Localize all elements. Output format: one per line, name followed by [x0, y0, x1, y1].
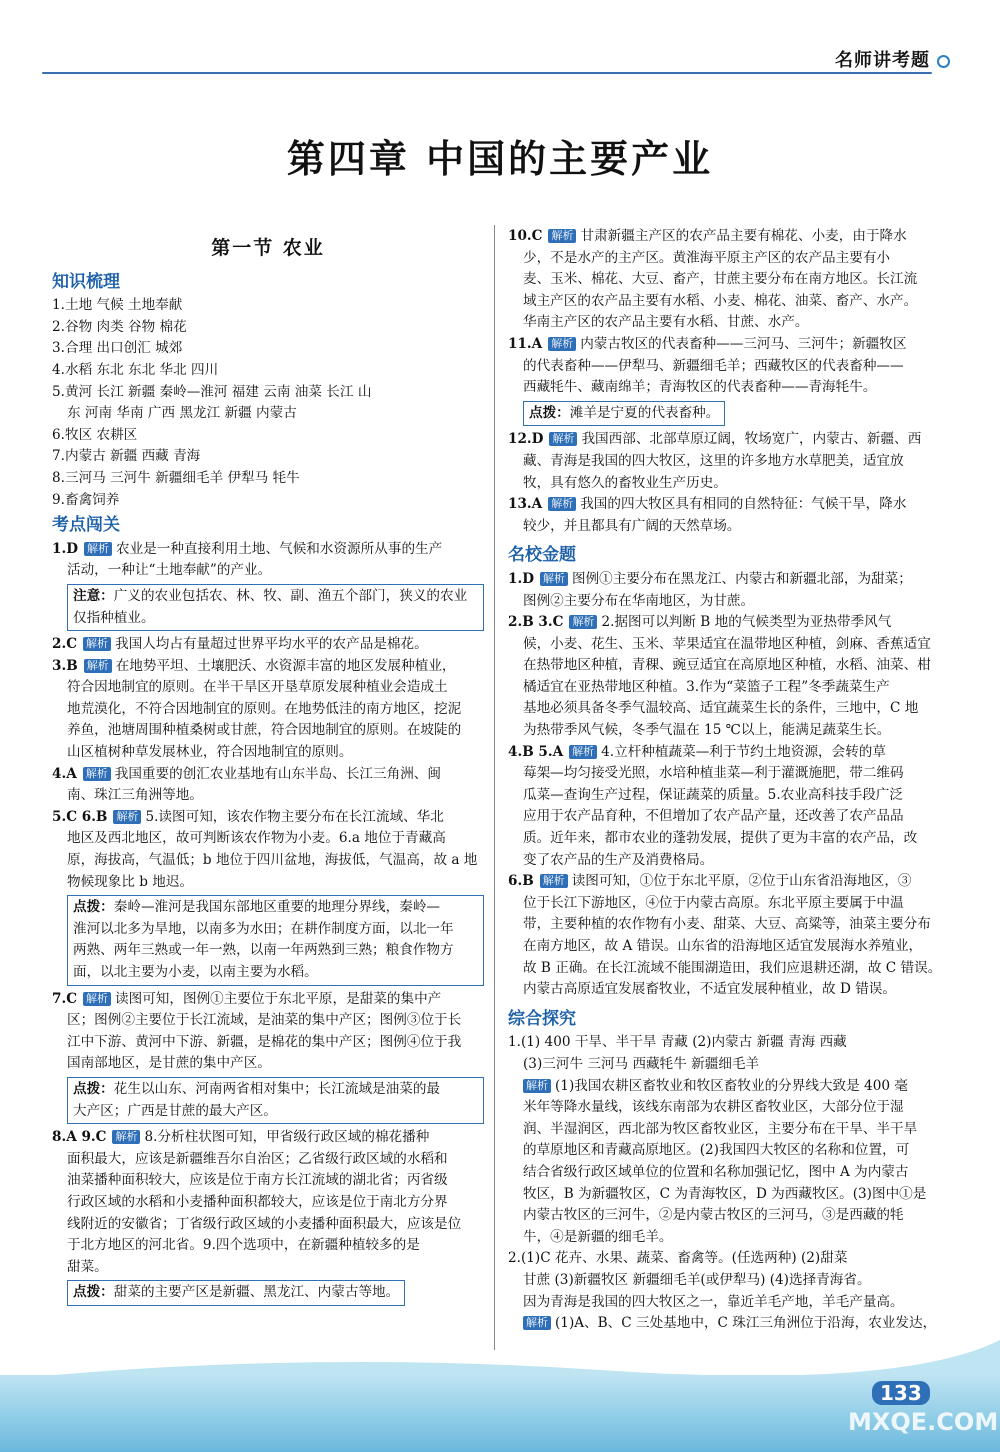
- list-item: 2.谷物 肉类 谷物 棉花: [52, 318, 187, 335]
- note-text: 广义的农业包括农、林、牧、副、渔五个部门，狭义的农业: [113, 587, 468, 604]
- analysis-tag: 解析: [523, 1316, 551, 1330]
- answer-item: [508, 494, 940, 537]
- tip-box: [67, 1280, 405, 1306]
- tip-text: 大产区；广西是甘蔗的最大产区。: [73, 1102, 277, 1119]
- analysis-tag: 解析: [83, 992, 111, 1006]
- answer-item: [508, 334, 940, 399]
- answer-text: 于北方地区的河北省。9.四个选项中，在新疆种植较多的是: [67, 1237, 420, 1254]
- answer-text: 4.立杆种植蔬菜—利于节约土地资源，会转的草: [601, 743, 886, 760]
- analysis-tag: 解析: [84, 542, 112, 556]
- answer-text: 内蒙古高原适宜发展畜牧业，不适宜发展种植业，故 D 错误。: [523, 981, 896, 998]
- answer-text: 位于长江下游地区，④位于内蒙古高原。东北平原主要属于中温: [523, 894, 904, 911]
- answer-item: [52, 656, 484, 764]
- answer-text: 在地势平坦、土壤肥沃、水资源丰富的地区发展种植业，: [115, 657, 456, 674]
- heading-knowledge: 知识梳理: [52, 271, 120, 292]
- tip-label: 点拨：: [73, 899, 114, 916]
- answer-text: 内蒙古牧区的代表畜种——三河马、三河牛；新疆牧区: [580, 335, 907, 352]
- list-item: 8.三河马 三河牛 新疆细毛羊 伊犁马 牦牛: [52, 469, 300, 486]
- right-column: [508, 226, 940, 1335]
- answer-text: 地荒漠化，不符合因地制宜的原则。在地势低洼的南方地区，挖泥: [67, 700, 462, 717]
- answer-text: 符合因地制宜的原则。在半干旱区开垦草原发展种植业会造成土: [67, 679, 448, 696]
- answer-text: 的草原地区和青藏高原地区。(2)我国四大牧区的名称和位置，可: [523, 1142, 910, 1159]
- page-number: 133: [872, 1381, 930, 1405]
- tip-label: 点拨：: [73, 1284, 114, 1301]
- answer-text: 为热带季风气候，冬季气温在 15 ℃以上，能满足蔬菜生长。: [523, 722, 891, 739]
- answer-text: (3)三河牛 三河马 西藏牦牛 新疆细毛羊: [523, 1055, 760, 1072]
- list-item: 4.水稻 东北 东北 华北 四川: [52, 361, 219, 378]
- answer-text: 质。近年来，都市农业的蓬勃发展，提供了更为丰富的农产品，改: [523, 830, 918, 847]
- left-column: [52, 232, 484, 1309]
- watermark: MXQE.COM: [848, 1408, 999, 1436]
- answer-number: 6.B: [508, 873, 534, 890]
- tip-box: [523, 401, 725, 427]
- answer-number: 2.C: [52, 636, 78, 653]
- analysis-tag: 解析: [549, 432, 577, 446]
- tip-text: 甜菜的主要产区是新疆、黑龙江、内蒙古等地。: [113, 1284, 400, 1301]
- answer-text: 华南主产区的农产品主要有水稻、甘蔗、水产。: [523, 314, 809, 331]
- answer-item: [508, 429, 940, 494]
- tip-text: 花生以山东、河南两省相对集中；长江流域是油菜的最: [113, 1080, 441, 1097]
- answer-text: 在南方地区，故 A 错误。山东省的沿海地区适宜发展海水养殖业，: [523, 938, 923, 954]
- answer-number: 12.D: [508, 431, 544, 448]
- list-item: 9.畜禽饲养: [52, 491, 120, 508]
- answer-number: 4.A: [52, 765, 77, 782]
- tip-box: [67, 1077, 484, 1124]
- header-circle-icon: [937, 55, 950, 68]
- answer-item: [508, 1248, 940, 1334]
- analysis-tag: 解析: [540, 874, 568, 888]
- answer-text: 结合省级行政区域单位的位置和名称加强记忆，图中 A 为内蒙古: [523, 1163, 909, 1180]
- heading-checkpoints: 考点闯关: [52, 515, 120, 536]
- answer-text: 藏、青海是我国的四大牧区，这里的许多地方水草肥美，适宜放: [523, 452, 904, 469]
- analysis-tag: 解析: [113, 810, 141, 824]
- answer-item: [508, 226, 940, 334]
- tip-label: 点拨：: [73, 1080, 114, 1097]
- answer-text: 我国人均占有量超过世界平均水平的农产品是棉花。: [115, 636, 428, 653]
- answer-item: [52, 807, 484, 893]
- answer-number: 7.C: [52, 990, 78, 1007]
- answer-text: 我国重要的创汇农业基地有山东半岛、长江三角洲、闽: [114, 765, 441, 782]
- answer-text: 基地必须具备冬季气温较高、适宜蔬菜生长的条件，三地中，C 地: [523, 700, 919, 717]
- answer-text: 2.(1)C 花卉、水果、蔬菜、畜禽等。(任选两种) (2)甜菜: [508, 1250, 848, 1267]
- answer-text: 线附近的安徽省；丁省级行政区域的小麦播种面积最大，应该是位: [67, 1215, 462, 1232]
- answer-text: 候，小麦、花生、玉米、苹果适宜在温带地区种植，剑麻、香蕉适宜: [523, 635, 931, 652]
- tip-text: 两熟、两年三熟或一年一熟，以南一年两熟到三熟；粮食作物方: [73, 942, 454, 959]
- answer-text: 润、半湿润区，西北部为牧区畜牧业区，主要分布在干旱、半干旱: [523, 1120, 918, 1137]
- header-rule: [42, 72, 932, 74]
- answer-text: 牧区，B 为新疆牧区，C 为青海牧区，D 为西藏牧区。(3)图中①是: [523, 1185, 927, 1202]
- answer-text: 行政区域的水稻和小麦播种面积都较大，应该是位于南北方分界: [67, 1193, 448, 1210]
- answer-text: 较少，并且都具有广阔的天然草场。: [523, 517, 741, 534]
- chapter-title: 第四章 中国的主要产业: [286, 136, 714, 181]
- answer-text: 1.(1) 400 干旱、半干旱 青藏 (2)内蒙古 新疆 青海 西藏: [508, 1034, 847, 1051]
- list-item: 7.内蒙古 新疆 西藏 青海: [52, 448, 201, 465]
- answer-text: (1)A、B、C 三处基地中，C 珠江三角洲位于沿海，农业发达，: [555, 1315, 937, 1332]
- answer-text: 农业是一种直接利用土地、气候和水资源所从事的生产: [115, 540, 443, 557]
- answer-text: 国南部地区，是甘蔗的集中产区。: [67, 1055, 271, 1072]
- answer-item: [508, 1032, 940, 1248]
- answer-item: [52, 1127, 484, 1278]
- answer-text: 米年等降水量线，该线东南部为农耕区畜牧业区，大部分位于湿: [523, 1099, 904, 1116]
- tip-text: 面，以北主要为小麦，以南主要为水稻。: [73, 964, 318, 980]
- answer-number: 5.C 6.B: [52, 808, 108, 825]
- answer-item: [508, 569, 940, 612]
- tip-text: 淮河以北多为旱地，以南多为水田；在耕作制度方面，以北一年: [73, 920, 454, 937]
- analysis-tag: 解析: [569, 745, 597, 759]
- note-box: [67, 584, 484, 631]
- answer-text: 面积最大，应该是新疆维吾尔自治区；乙省级行政区域的水稻和: [67, 1150, 448, 1167]
- analysis-tag: 解析: [569, 615, 597, 629]
- answer-text: 应用于农产品育种，不但增加了农产品产量，还改善了农产品品: [523, 808, 904, 825]
- note-text: 仅指种植业。: [73, 609, 155, 626]
- answer-number: 1.D: [52, 540, 78, 557]
- answer-text: 地区及西北地区，故可判断该农作物为小麦。6.a 地位于青藏高: [67, 830, 446, 847]
- tip-label: 点拨：: [529, 404, 570, 421]
- answer-number: 4.B 5.A: [508, 743, 564, 760]
- knowledge-list: [52, 295, 484, 511]
- answer-text: 牛，④是新疆的细毛羊。: [523, 1228, 673, 1245]
- answer-text: 我国的四大牧区具有相同的自然特征：气候干旱，降水: [580, 496, 907, 513]
- answer-item: [52, 634, 484, 656]
- answer-text: 物候现象比 b 地迟。: [67, 873, 194, 890]
- answer-text: 甜菜。: [67, 1258, 108, 1275]
- answer-number: 13.A: [508, 496, 543, 513]
- analysis-tag: 解析: [548, 497, 576, 511]
- analysis-tag: 解析: [83, 637, 111, 651]
- answer-number: 3.B: [52, 657, 78, 674]
- answer-text: 8.分析柱状图可知，甲省级行政区域的棉花播种: [144, 1129, 430, 1146]
- answer-text: 区；图例②主要位于长江流域，是油菜的集中产区；图例③位于长: [67, 1012, 462, 1029]
- tip-box: [67, 895, 484, 985]
- answer-text: 莓架—均匀接受光照，水培种植韭菜—利于灌溉施肥，带二维码: [523, 765, 904, 782]
- answer-text: (1)我国农耕区畜牧业和牧区畜牧业的分界线大致是 400 毫: [555, 1077, 908, 1094]
- list-item: 东 河南 华南 广西 黑龙江 新疆 内蒙古: [67, 405, 297, 422]
- answer-item: [52, 989, 484, 1075]
- analysis-tag: 解析: [83, 767, 111, 781]
- tip-text: 滩羊是宁夏的代表畜种。: [569, 404, 720, 421]
- answer-item: [508, 742, 940, 872]
- answer-text: 带，主要种植的农作物有小麦、甜菜、大豆、高粱等，油菜主要分布: [523, 916, 931, 933]
- answer-text: 原，海拔高，气温低；b 地位于四川盆地，海拔低，气温高，故 a 地: [67, 852, 478, 869]
- answer-text: 图例①主要分布在黑龙江、内蒙古和新疆北部，为甜菜；: [571, 570, 912, 587]
- note-label: 注意：: [73, 587, 114, 604]
- section-title: 第一节 农业: [211, 237, 325, 259]
- answer-text: 南、珠江三角洲等地。: [67, 787, 203, 804]
- answer-item: [52, 539, 484, 582]
- analysis-tag: 解析: [523, 1079, 551, 1093]
- answer-text: 山区植树种草发展林业，符合因地制宜的原则。: [67, 744, 353, 761]
- analysis-tag: 解析: [84, 659, 112, 673]
- answer-text: 的代表畜种——伊犁马、新疆细毛羊；西藏牧区的代表畜种——: [523, 357, 904, 374]
- list-item: 3.合理 出口创汇 城郊: [52, 340, 183, 357]
- answer-number: 2.B 3.C: [508, 614, 564, 631]
- analysis-tag: 解析: [112, 1130, 140, 1144]
- answer-number: 11.A: [508, 335, 543, 352]
- answer-text: 图例②主要分布在华南地区，为甘蔗。: [523, 592, 755, 609]
- answer-text: 活动，一种让“土地奉献”的产业。: [67, 562, 272, 579]
- header-title: 名师讲考题: [835, 50, 930, 71]
- list-item: 5.黄河 长江 新疆 秦岭—淮河 福建 云南 油菜 长江 山: [52, 383, 372, 400]
- answer-text: 少，不是水产的主产区。黄淮海平原主产区的农产品主要有小: [523, 249, 891, 266]
- answer-number: 1.D: [508, 570, 534, 587]
- answer-text: 域主产区的农产品主要有水稻、小麦、棉花、油菜、畜产、水产。: [523, 292, 918, 309]
- answer-item: [508, 612, 940, 742]
- tip-text: 秦岭—淮河是我国东部地区重要的地理分界线，秦岭—: [113, 899, 441, 916]
- answer-text: 牧，具有悠久的畜牧业生产历史。: [523, 474, 727, 491]
- answer-text: 麦、玉米、棉花、大豆、畜产，甘蔗主要分布在南方地区。长江流: [523, 271, 918, 288]
- answer-text: 养鱼，池塘周围种植桑树或甘蔗，符合因地制宜的原则。在坡陡的: [67, 722, 462, 739]
- answer-text: 油菜播种面积较大，应该是位于南方长江流域的湖北省；丙省级: [67, 1172, 448, 1189]
- answer-text: 甘蔗 (3)新疆牧区 新疆细毛羊(或伊犁马) (4)选择青海省。: [523, 1271, 871, 1288]
- answer-text: 5.读图可知，该农作物主要分布在长江流域、华北: [145, 808, 444, 825]
- answer-text: 江中下游、黄河中下游、新疆，是棉花的集中产区；图例④位于我: [67, 1033, 462, 1050]
- answer-text: 2.据图可以判断 B 地的气候类型为亚热带季风气: [601, 614, 892, 631]
- analysis-tag: 解析: [540, 572, 568, 586]
- answer-text: 西藏牦牛、藏南绵羊；青海牧区的代表畜种——青海牦牛。: [523, 379, 877, 396]
- answer-text: 读图可知，①位于东北平原，②位于山东省沿海地区，③: [571, 873, 912, 890]
- analysis-tag: 解析: [548, 229, 576, 243]
- heading-famous-school: 名校金题: [508, 545, 576, 566]
- column-divider: [494, 225, 495, 1350]
- answer-number: 10.C: [508, 228, 543, 244]
- heading-comprehensive: 综合探究: [508, 1008, 576, 1029]
- answer-text: 变了农产品的生产及消费格局。: [523, 851, 714, 868]
- answer-text: 在热带地区种植，青稞、豌豆适宜在高原地区种植，水稻、油菜、柑: [523, 657, 931, 674]
- answer-text: 甘肃新疆主产区的农产品主要有棉花、小麦，由于降水: [580, 228, 907, 244]
- list-item: 1.土地 气候 土地奉献: [52, 297, 183, 314]
- answer-text: 内蒙古牧区的三河牛，②是内蒙古牧区的三河马，③是西藏的牦: [523, 1207, 904, 1224]
- answer-text: 我国西部、北部草原辽阔，牧场宽广，内蒙古、新疆、西: [581, 431, 922, 448]
- answer-item: [52, 764, 484, 807]
- answer-text: 因为青海是我国的四大牧区之一，靠近羊毛产地，羊毛产量高。: [523, 1293, 904, 1310]
- answer-text: 瓜菜—查询生产过程，保证蔬菜的质量。5.农业高科技手段广泛: [523, 786, 903, 803]
- analysis-tag: 解析: [548, 337, 576, 351]
- answer-text: 读图可知，图例①主要位于东北平原，是甜菜的集中产: [115, 990, 442, 1007]
- answer-text: 橘适宜在亚热带地区种植。3.作为“菜篮子工程”冬季蔬菜生产: [523, 678, 890, 695]
- answer-number: 8.A 9.C: [52, 1129, 107, 1146]
- list-item: 6.牧区 农耕区: [52, 426, 138, 443]
- answer-text: 故 B 正确。在长江流域不能围湖造田，我们应退耕还湖，故 C 错误。: [523, 959, 942, 976]
- answer-item: [508, 871, 940, 1001]
